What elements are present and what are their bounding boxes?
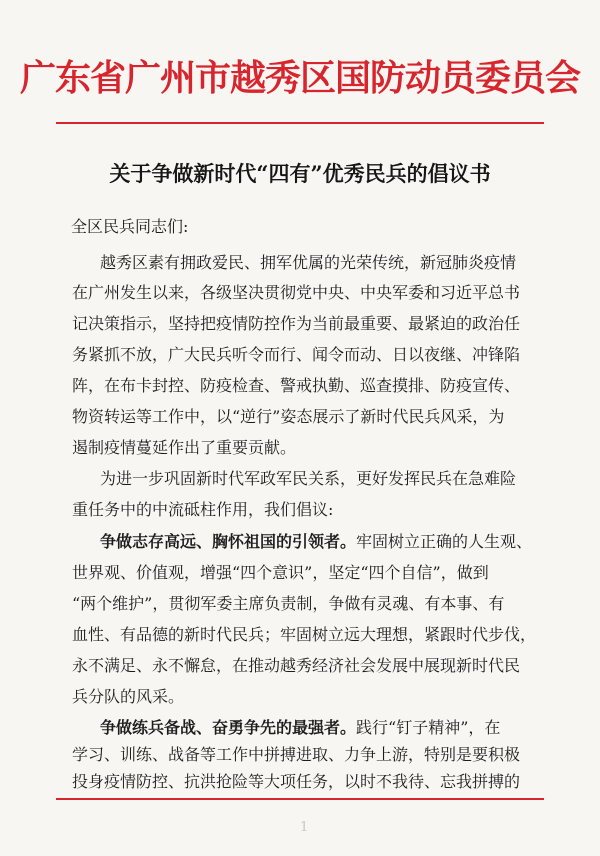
paragraph1-line: 越秀区素有拥政爱民、拥军优属的光荣传统，新冠肺炎疫情 (100, 253, 517, 272)
paragraph3-lead: 争做志存高远、胸怀祖国的引领者。 (100, 532, 357, 551)
salutation: 全区民兵同志们: (71, 217, 189, 236)
paragraph4-first-line (100, 715, 500, 741)
page-number: 1 (300, 820, 309, 835)
paragraph4-line: 学习、训练、战备等工作中拼搏进取、力争上游，特别是要积极 (72, 745, 521, 764)
paragraph4-line: 投身疫情防控、抗洪抢险等大项任务，以时不我待、忘我拼搏的 (72, 772, 521, 791)
paragraph3-line: 兵分队的风采。 (72, 687, 185, 706)
paragraph1-line: 在广州发生以来，各级坚决贯彻党中央、中央军委和习近平总书 (72, 283, 521, 302)
red-footer-rule (56, 798, 544, 800)
organization-header: 广东省广州市越秀区国防动员委员会 (19, 57, 580, 99)
red-header-rule (56, 122, 544, 124)
paragraph3-line: 永不满足、永不懈怠，在推动越秀经济社会发展中展现新时代民 (72, 656, 521, 675)
paragraph1-line: 务紧抓不放，广大民兵听令而行、闻令而动、日以夜继、冲锋陷 (72, 345, 521, 364)
paragraph4-first-rest: 践行“钉子精神”，在 (356, 718, 501, 737)
paragraph3-line: “两个维护”，贯彻军委主席负责制，争做有灵魂、有本事、有 (72, 594, 505, 613)
paragraph3-line: 世界观、价值观，增强“四个意识”，坚定“四个自信”，做到 (72, 563, 489, 582)
paragraph3-first-line (100, 529, 532, 555)
paragraph1-line: 阵，在布卡封控、防疫检查、警戒执勤、巡查摸排、防疫宣传、 (72, 376, 521, 395)
paragraph2-line: 为进一步巩固新时代军政军民关系，更好发挥民兵在急难险 (100, 469, 517, 488)
paragraph2-line: 重任务中的中流砥柱作用，我们倡议: (72, 500, 334, 519)
document-title: 关于争做新时代“四有”优秀民兵的倡议书 (109, 161, 491, 186)
paragraph3-first-rest: 牢固树立正确的人生观、 (356, 532, 533, 551)
paragraph1-line: 遏制疫情蔓延作出了重要贡献。 (72, 438, 297, 457)
paragraph4-lead: 争做练兵备战、奋勇争先的最强者。 (100, 718, 357, 737)
paragraph1-line: 物资转运等工作中，以“逆行”姿态展示了新时代民兵风采，为 (72, 407, 505, 426)
paragraph3-line: 血性、有品德的新时代民兵；牢固树立远大理想，紧跟时代步伐， (72, 625, 537, 644)
paragraph1-line: 记决策指示，坚持把疫情防控作为当前最重要、最紧迫的政治任 (72, 314, 521, 333)
